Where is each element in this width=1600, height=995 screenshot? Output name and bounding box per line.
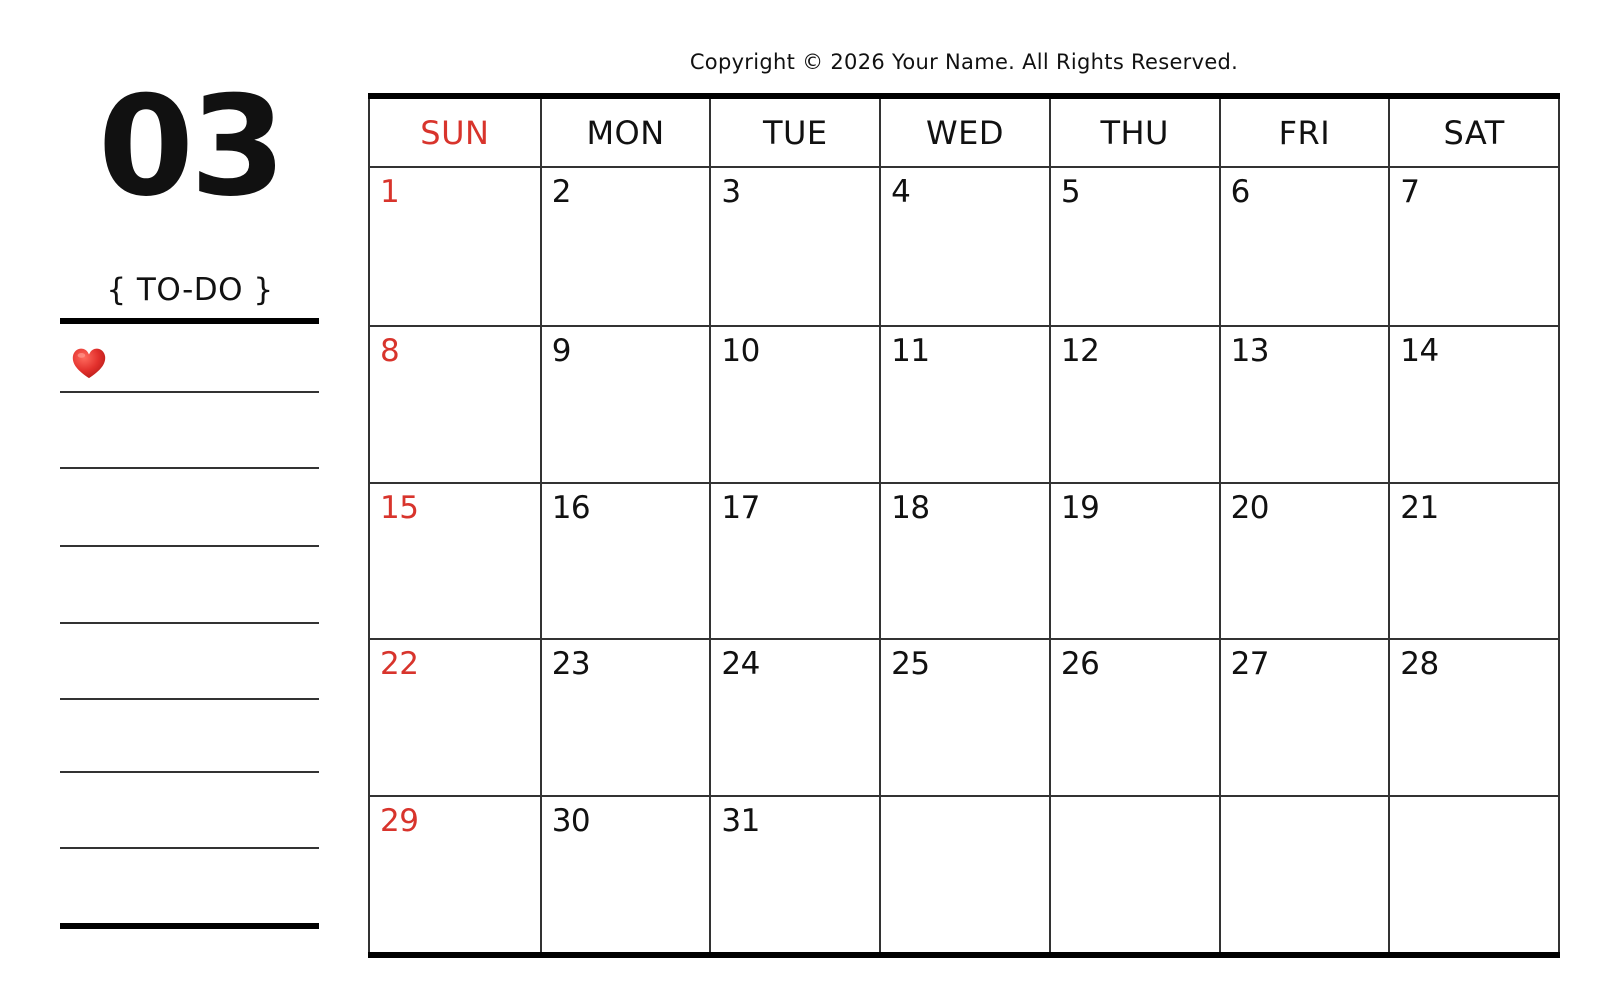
- day-cell[interactable]: [540, 325, 710, 482]
- day-cell[interactable]: [709, 482, 879, 639]
- day-number: 19: [1060, 489, 1100, 526]
- todo-title: { TO-DO }: [106, 272, 274, 308]
- copyright-notice: Copyright © 2026 Your Name. All Rights Reserved.: [689, 50, 1239, 74]
- day-cell[interactable]: [879, 795, 1049, 952]
- day-cell[interactable]: [879, 482, 1049, 639]
- weekday-wed: WED: [879, 99, 1049, 166]
- day-cell[interactable]: [1049, 638, 1219, 795]
- day-cell[interactable]: [1219, 795, 1389, 952]
- day-number: 18: [891, 489, 930, 526]
- todo-line: [60, 622, 319, 624]
- day-cell[interactable]: [540, 168, 710, 325]
- day-number: 8: [380, 332, 400, 369]
- day-number: 3: [721, 174, 741, 210]
- day-number: 12: [1060, 332, 1100, 369]
- day-cell[interactable]: [709, 638, 879, 795]
- weekday-thu: THU: [1049, 99, 1219, 166]
- todo-line: [60, 698, 319, 700]
- day-number: 24: [721, 646, 760, 683]
- day-number: 4: [891, 174, 911, 210]
- day-number: 22: [380, 646, 419, 683]
- day-cell[interactable]: [709, 325, 879, 482]
- day-number: 28: [1400, 646, 1439, 683]
- day-number: 10: [721, 332, 760, 369]
- day-cell[interactable]: [1388, 482, 1558, 639]
- day-number: 9: [551, 332, 571, 369]
- day-cell[interactable]: [1219, 482, 1389, 639]
- todo-list: [60, 323, 319, 953]
- todo-line: [60, 545, 319, 547]
- day-number: 13: [1230, 332, 1270, 369]
- calendar-bottom-border: [368, 952, 1560, 958]
- day-cell[interactable]: [1219, 325, 1389, 482]
- day-number: 20: [1230, 489, 1270, 526]
- day-cell[interactable]: [1049, 795, 1219, 952]
- day-cell[interactable]: [1388, 795, 1558, 952]
- day-number: 30: [551, 803, 591, 840]
- day-number: 11: [891, 332, 930, 369]
- day-number: 27: [1230, 646, 1270, 683]
- day-number: 23: [551, 646, 591, 683]
- day-number: 5: [1060, 174, 1081, 210]
- todo-line: [60, 391, 319, 393]
- weekday-header-row: [370, 99, 1558, 168]
- day-number: 26: [1060, 646, 1100, 683]
- day-cell[interactable]: [540, 638, 710, 795]
- day-cell[interactable]: [709, 168, 879, 325]
- day-cell[interactable]: [1049, 325, 1219, 482]
- day-cell[interactable]: [370, 638, 540, 795]
- day-cell[interactable]: [370, 482, 540, 639]
- day-number: 17: [721, 489, 760, 526]
- day-cell[interactable]: [1388, 168, 1558, 325]
- day-cell[interactable]: [1219, 168, 1389, 325]
- day-cell[interactable]: [879, 168, 1049, 325]
- day-number: 25: [891, 646, 930, 683]
- day-cell[interactable]: [879, 638, 1049, 795]
- todo-line: [60, 771, 319, 773]
- calendar-weeks: [370, 168, 1558, 952]
- day-number: 31: [721, 803, 760, 840]
- day-cell[interactable]: [1049, 168, 1219, 325]
- day-cell[interactable]: [370, 795, 540, 952]
- day-number: 21: [1400, 489, 1439, 526]
- todo-line: [60, 847, 319, 849]
- day-number: 7: [1400, 174, 1420, 210]
- weekday-fri: FRI: [1219, 99, 1389, 166]
- day-number: 16: [551, 489, 591, 526]
- day-number: 2: [551, 174, 571, 210]
- day-cell[interactable]: [540, 482, 710, 639]
- day-cell[interactable]: [370, 325, 540, 482]
- day-cell[interactable]: [1388, 325, 1558, 482]
- calendar-grid: [368, 93, 1560, 958]
- day-cell[interactable]: [540, 795, 710, 952]
- weekday-mon: MON: [540, 99, 710, 166]
- day-cell[interactable]: [1388, 638, 1558, 795]
- weekday-sat: SAT: [1388, 99, 1558, 166]
- day-cell[interactable]: [370, 168, 540, 325]
- day-cell[interactable]: [709, 795, 879, 952]
- todo-line: [60, 318, 319, 324]
- weekday-sun: SUN: [420, 113, 490, 152]
- weekday-tue: TUE: [709, 99, 879, 166]
- month-number: 03: [97, 66, 283, 227]
- day-number: 15: [380, 489, 419, 526]
- day-number: 1: [380, 174, 400, 210]
- day-cell[interactable]: [879, 325, 1049, 482]
- day-cell[interactable]: [1049, 482, 1219, 639]
- day-cell[interactable]: [1219, 638, 1389, 795]
- day-number: 29: [380, 803, 419, 840]
- day-number: 6: [1230, 174, 1250, 210]
- todo-line: [60, 467, 319, 469]
- day-number: 14: [1400, 332, 1439, 369]
- heart-icon: [70, 345, 108, 381]
- todo-line: [60, 923, 319, 929]
